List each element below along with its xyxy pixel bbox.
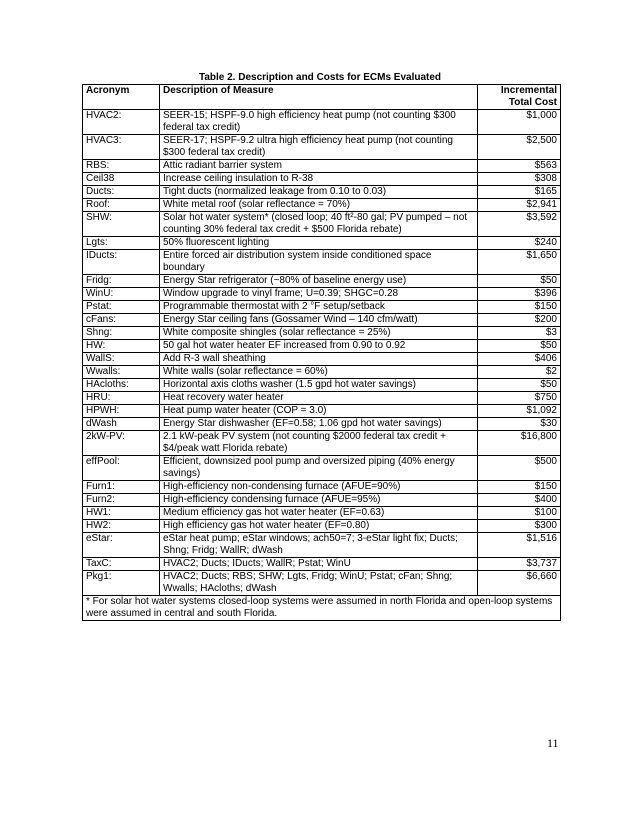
cell-description: Entire forced air distribution system inside conditioned space boundary (160, 250, 478, 275)
cell-acronym: WinU: (83, 288, 160, 301)
cell-description: Horizontal axis cloths washer (1.5 gpd hot water savings) (160, 379, 478, 392)
cell-description: High-efficiency non-condensing furnace (AFUE=90%) (160, 481, 478, 494)
cell-cost: $2,941 (478, 199, 561, 212)
cell-cost: $50 (478, 340, 561, 353)
table-row (83, 186, 561, 199)
cell-description: SEER-15; HSPF-9.0 high efficiency heat pump (not counting $300 federal tax credit) (160, 110, 478, 135)
cell-description: 50 gal hot water heater EF increased from 0.90 to 0.92 (160, 340, 478, 353)
table-row (83, 340, 561, 353)
cell-acronym: IDucts: (83, 250, 160, 275)
table-row (83, 418, 561, 431)
cell-description: Heat pump water heater (COP = 3.0) (160, 405, 478, 418)
cell-description: Programmable thermostat with 2 °F setup/setback (160, 301, 478, 314)
cell-description: Heat recovery water heater (160, 392, 478, 405)
cell-cost: $2 (478, 366, 561, 379)
cell-acronym: Wwalls: (83, 366, 160, 379)
cell-cost: $3,592 (478, 212, 561, 237)
cell-acronym: Roof: (83, 199, 160, 212)
cell-description: Energy Star dishwasher (EF=0.58; 1.06 gpd hot water savings) (160, 418, 478, 431)
cell-acronym: HW1: (83, 507, 160, 520)
cell-description: Tight ducts (normalized leakage from 0.10 to 0.03) (160, 186, 478, 199)
cell-cost: $200 (478, 314, 561, 327)
cell-acronym: dWash (83, 418, 160, 431)
table-row (83, 314, 561, 327)
table-row (83, 250, 561, 275)
table-row (83, 405, 561, 418)
table-row (83, 110, 561, 135)
cell-acronym: Furn1: (83, 481, 160, 494)
cell-acronym: Pkg1: (83, 571, 160, 596)
cell-acronym: eStar: (83, 533, 160, 558)
table-body (83, 110, 561, 596)
cell-description: 50% fluorescent lighting (160, 237, 478, 250)
cell-cost: $300 (478, 520, 561, 533)
cell-description: eStar heat pump; eStar windows; ach50=7; 3-eStar light fix; Ducts; Shng; Fridg; WallR; dWash (160, 533, 478, 558)
cell-cost: $563 (478, 160, 561, 173)
cell-description: Increase ceiling insulation to R-38 (160, 173, 478, 186)
header-description: Description of Measure (160, 85, 478, 110)
cell-cost: $1,092 (478, 405, 561, 418)
cell-description: White metal roof (solar reflectance = 70%) (160, 199, 478, 212)
table-row (83, 353, 561, 366)
cell-description: Energy Star ceiling fans (Gossamer Wind – 140 cfm/watt) (160, 314, 478, 327)
cell-cost: $16,800 (478, 431, 561, 456)
cell-acronym: SHW: (83, 212, 160, 237)
table-row (83, 520, 561, 533)
table-row (83, 327, 561, 340)
cell-acronym: Ceil38 (83, 173, 160, 186)
cell-acronym: HAcloths: (83, 379, 160, 392)
cell-acronym: Furn2: (83, 494, 160, 507)
cell-acronym: effPool: (83, 456, 160, 481)
cell-cost: $100 (478, 507, 561, 520)
table-row (83, 558, 561, 571)
header-cost-line2: Total Cost (508, 97, 557, 108)
header-acronym: Acronym (83, 85, 160, 110)
table-row (83, 237, 561, 250)
cell-acronym: WallS: (83, 353, 160, 366)
table-row (83, 392, 561, 405)
cell-cost: $240 (478, 237, 561, 250)
cell-cost: $400 (478, 494, 561, 507)
table-row (83, 366, 561, 379)
table-row (83, 494, 561, 507)
cell-description: Efficient, downsized pool pump and oversized piping (40% energy savings) (160, 456, 478, 481)
table-row (83, 199, 561, 212)
cell-description: High-efficiency condensing furnace (AFUE=95%) (160, 494, 478, 507)
cell-description: Attic radiant barrier system (160, 160, 478, 173)
ecm-table (82, 84, 561, 621)
table-row (83, 288, 561, 301)
cell-cost: $1,000 (478, 110, 561, 135)
table-row (83, 160, 561, 173)
cell-acronym: Pstat: (83, 301, 160, 314)
table-row (83, 431, 561, 456)
cell-description: High efficiency gas hot water heater (EF=0.80) (160, 520, 478, 533)
cell-acronym: Shng: (83, 327, 160, 340)
cell-acronym: Ducts: (83, 186, 160, 199)
cell-description: 2.1 kW-peak PV system (not counting $2000 federal tax credit + $4/peak watt Florida rebate) (160, 431, 478, 456)
table-row (83, 507, 561, 520)
cell-cost: $165 (478, 186, 561, 199)
footnote: * For solar hot water systems closed-loop systems were assumed in north Florida and open-loop systems were assumed in central and south Florida. (83, 596, 561, 621)
cell-cost: $406 (478, 353, 561, 366)
cell-acronym: HRU: (83, 392, 160, 405)
footnote-row (83, 596, 561, 621)
cell-acronym: HVAC2: (83, 110, 160, 135)
header-cost-line1: Incremental (500, 85, 557, 96)
table-caption: Table 2. Description and Costs for ECMs Evaluated (198, 72, 442, 83)
cell-cost: $6,660 (478, 571, 561, 596)
cell-cost: $3,737 (478, 558, 561, 571)
cell-cost: $308 (478, 173, 561, 186)
cell-description: SEER-17; HSPF-9.2 ultra high efficiency heat pump (not counting $300 federal tax credit) (160, 135, 478, 160)
table-row (83, 275, 561, 288)
cell-cost: $500 (478, 456, 561, 481)
cell-description: White walls (solar reflectance = 60%) (160, 366, 478, 379)
cell-cost: $396 (478, 288, 561, 301)
header-cost (478, 85, 561, 110)
table-row (83, 212, 561, 237)
table-row (83, 481, 561, 494)
cell-acronym: HVAC3: (83, 135, 160, 160)
cell-cost: $3 (478, 327, 561, 340)
table-row (83, 135, 561, 160)
cell-description: HVAC2; Ducts; IDucts; WallR; Pstat; WinU (160, 558, 478, 571)
page-number: 11 (547, 736, 559, 750)
cell-description: Solar hot water system* (closed loop; 40 ft²-80 gal; PV pumped – not counting 30% federal tax credit + $500 Florida rebate) (160, 212, 478, 237)
cell-description: White composite shingles (solar reflectance = 25%) (160, 327, 478, 340)
cell-cost: $2,500 (478, 135, 561, 160)
cell-cost: $750 (478, 392, 561, 405)
table-row (83, 173, 561, 186)
cell-acronym: HW2: (83, 520, 160, 533)
cell-description: Energy Star refrigerator (~80% of baseline energy use) (160, 275, 478, 288)
cell-acronym: Lgts: (83, 237, 160, 250)
cell-description: HVAC2; Ducts; RBS; SHW; Lgts, Fridg; WinU; Pstat; cFan; Shng; Wwalls; HAcloths; dWash (160, 571, 478, 596)
table-row (83, 379, 561, 392)
cell-cost: $150 (478, 481, 561, 494)
cell-description: Add R-3 wall sheathing (160, 353, 478, 366)
cell-cost: $1,516 (478, 533, 561, 558)
cell-cost: $50 (478, 379, 561, 392)
cell-acronym: TaxC: (83, 558, 160, 571)
cell-cost: $50 (478, 275, 561, 288)
cell-acronym: cFans: (83, 314, 160, 327)
cell-cost: $1,650 (478, 250, 561, 275)
cell-description: Medium efficiency gas hot water heater (EF=0.63) (160, 507, 478, 520)
cell-acronym: Fridg: (83, 275, 160, 288)
cell-cost: $150 (478, 301, 561, 314)
table-row (83, 301, 561, 314)
cell-acronym: 2kW-PV: (83, 431, 160, 456)
cell-description: Window upgrade to vinyl frame; U=0.39; SHGC=0.28 (160, 288, 478, 301)
cell-acronym: HPWH: (83, 405, 160, 418)
table-row (83, 571, 561, 596)
table-row (83, 533, 561, 558)
cell-acronym: HW: (83, 340, 160, 353)
table-header-row (83, 85, 561, 110)
cell-acronym: RBS: (83, 160, 160, 173)
cell-cost: $30 (478, 418, 561, 431)
table-row (83, 456, 561, 481)
